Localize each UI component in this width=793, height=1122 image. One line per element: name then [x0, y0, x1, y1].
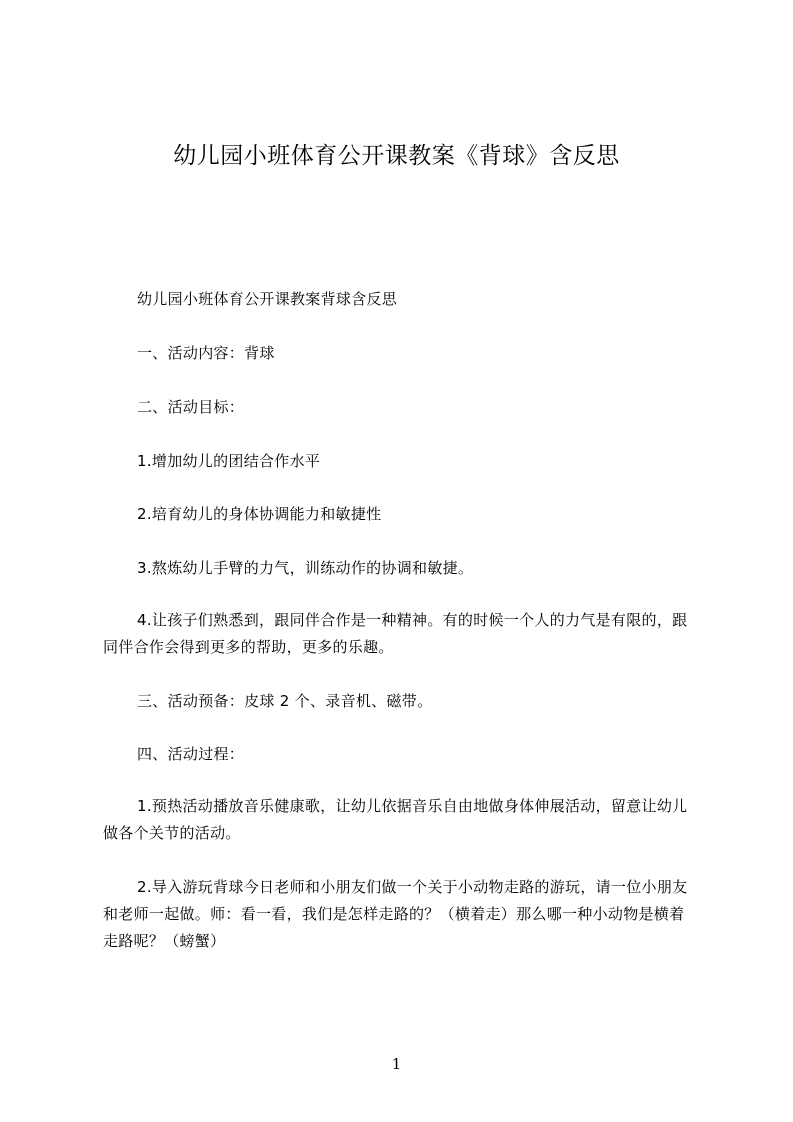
paragraph-activity-content: 一、活动内容：背球 — [137, 344, 275, 362]
paragraph-step-1: 1.预热活动播放音乐健康歌，让幼儿依据音乐自由地做身体伸展活动，留意让幼儿做各个关节的活动。 — [103, 797, 688, 842]
paragraph-activity-goals: 二、活动目标： — [137, 398, 245, 416]
page-number: 1 — [391, 1055, 402, 1073]
paragraph-goal-1: 1.增加幼儿的团结合作水平 — [137, 452, 321, 470]
paragraph-goal-4: 4.让孩子们熟悉到，跟同伴合作是一种精神。有的时候一个人的力气是有限的，跟同伴合作会得到更多的帮助，更多的乐趣。 — [103, 611, 688, 656]
paragraph-step-2: 2.导入游玩背球今日老师和小朋友们做一个关于小动物走路的游玩，请一位小朋友和老师一起做。师：看一看，我们是怎样走路的？（横着走）那么哪一种小动物是横着走路呢？（螃蟹） — [103, 878, 688, 950]
paragraph-subtitle: 幼儿园小班体育公开课教案背球含反思 — [137, 290, 398, 308]
paragraph-activity-preparation: 三、活动预备：皮球 2 个、录音机、磁带。 — [137, 692, 433, 710]
document-title: 幼儿园小班体育公开课教案《背球》含反思 — [173, 143, 620, 169]
paragraph-goal-2: 2.培育幼儿的身体协调能力和敏捷性 — [137, 505, 382, 523]
paragraph-goal-3: 3.熬炼幼儿手臂的力气，训练动作的协调和敏捷。 — [137, 559, 474, 577]
paragraph-activity-process: 四、活动过程： — [137, 745, 245, 763]
